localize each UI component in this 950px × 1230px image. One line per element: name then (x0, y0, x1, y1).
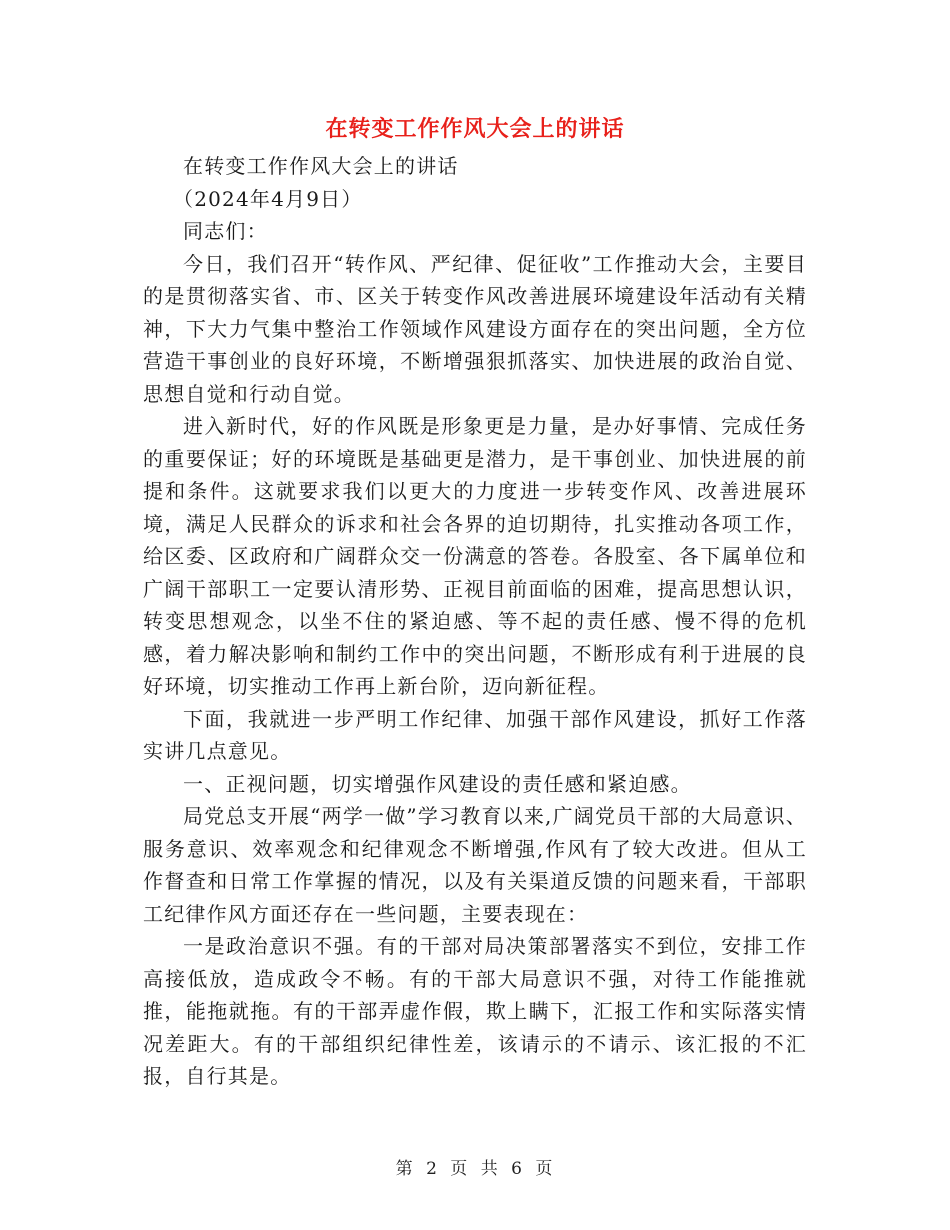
document-body (143, 150, 807, 1093)
body-paragraph: 局党总支开展“两学一做”学习教育以来,广阔党员干部的大局意识、服务意识、效率观念和纪律观念不断增强,作风有了较大改进。但从工作督查和日常工作掌握的情况，以及有关渠道反馈的问题来看，干部职工纪律作风方面还存在一些问题，主要表现在： (143, 804, 808, 926)
body-paragraph: 下面，我就进一步严明工作纪律、加强干部作风建设，抓好工作落实讲几点意见。 (143, 706, 807, 763)
date-paragraph: （2024年4月9日） (173, 186, 363, 211)
section-heading: 一、正视问题，切实增强作风建设的责任感和紧迫感。 (183, 771, 692, 796)
salutation-paragraph: 同志们： (183, 219, 268, 243)
subtitle-paragraph: 在转变工作作风大会上的讲话 (183, 154, 459, 178)
body-paragraph: 今日，我们召开“转作风、严纪律、促征收”工作推动大会，主要目的是贯彻落实省、市、区关于转变作风改善进展环境建设年活动有关精神，下大力气集中整治工作领域作风建设方面存在的突出问题，全方位营造干事创业的良好环境，不断增强狠抓落实、加快进展的政治自觉、思想自觉和行动自觉。 (143, 251, 807, 406)
body-paragraph: 一是政治意识不强。有的干部对局决策部署落实不到位，安排工作高接低放，造成政令不畅。有的干部大局意识不强，对待工作能推就推，能拖就拖。有的干部弄虚作假，欺上瞒下，汇报工作和实际落实情况差距大。有的干部组织纪律性差，该请示的不请示、该汇报的不汇报，自行其是。 (143, 934, 807, 1088)
page-number-footer: 第 2 页 共 6 页 (395, 1159, 555, 1179)
body-paragraph: 进入新时代，好的作风既是形象更是力量，是办好事情、完成任务的重要保证；好的环境既是基础更是潜力，是干事创业、加快进展的前提和条件。这就要求我们以更大的力度进一步转变作风、改善进展环境，满足人民群众的诉求和社会各界的迫切期待，扎实推动各项工作，给区委、区政府和广阔群众交一份满意的答卷。各股室、各下属单位和广阔干部职工一定要认清形势、正视目前面临的困难，提高思想认识，转变思想观念，以坐不住的紧迫感、等不起的责任感、慢不得的危机感，着力解决影响和制约工作中的突出问题，不断形成有利于进展的良好环境，切实推动工作再上新台阶，迈向新征程。 (143, 414, 807, 698)
document-title: 在转变工作作风大会上的讲话 (325, 116, 625, 142)
